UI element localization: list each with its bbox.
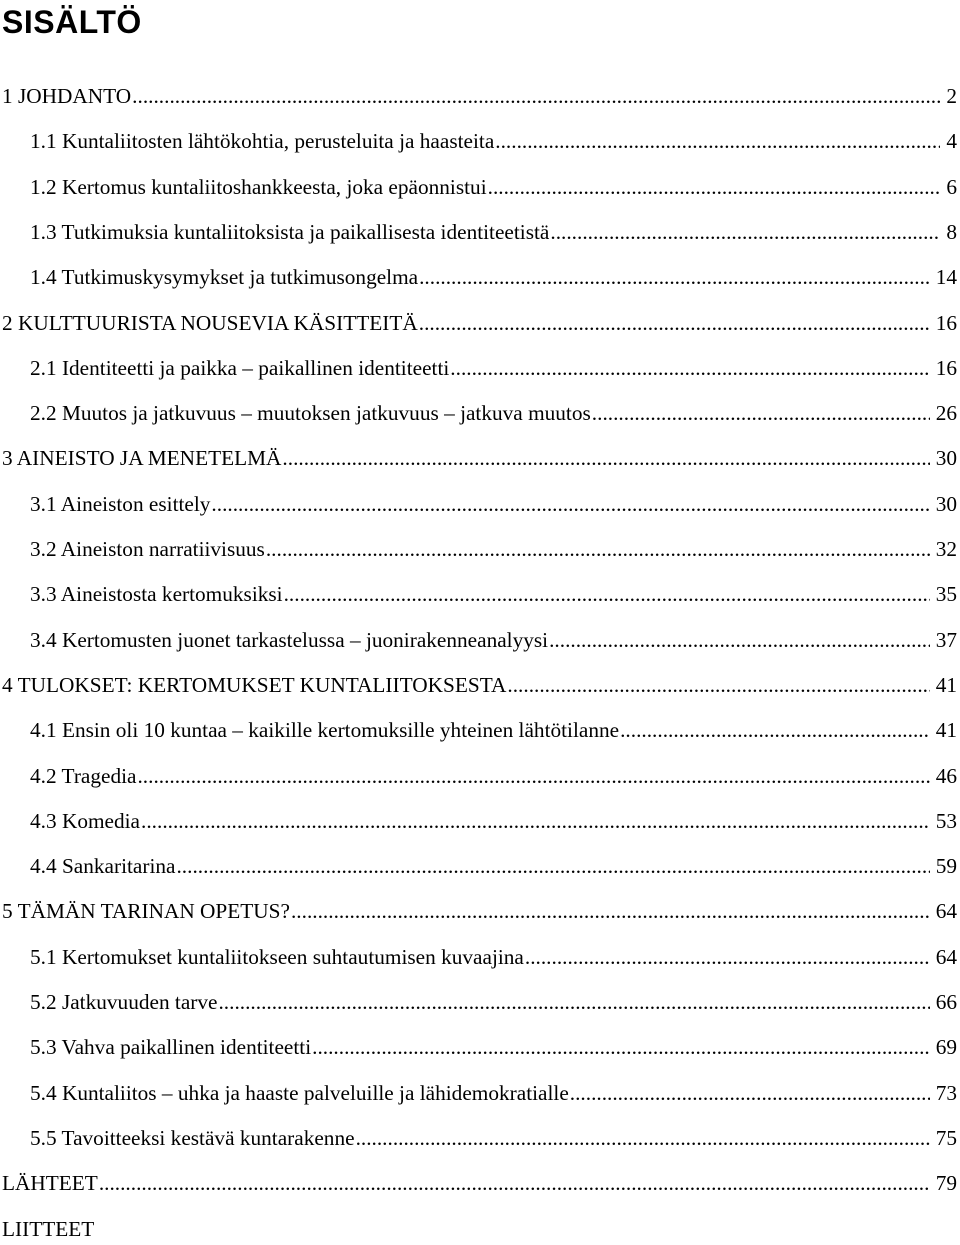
toc-entry[interactable] <box>30 125 957 157</box>
toc-entry-title: 1 JOHDANTO <box>2 84 132 108</box>
toc-dot-leader <box>569 1077 930 1109</box>
toc-entry-title: 1.3 Tutkimuksia kuntaliitoksista ja paikallisesta identiteetistä <box>30 219 550 244</box>
toc-page-number: 46 <box>935 763 957 788</box>
toc-dot-leader <box>281 442 929 474</box>
toc-entry[interactable] <box>30 1031 957 1063</box>
toc-dot-leader <box>591 397 930 429</box>
toc-entry-title: 3.4 Kertomusten juonet tarkastelussa – juonirakenneanalyysi <box>30 627 549 652</box>
toc-dot-leader <box>418 307 930 339</box>
toc-dot-leader <box>140 805 930 837</box>
toc-page-number: 16 <box>935 355 957 380</box>
toc-entry-title: 5.3 Vahva paikallinen identiteetti <box>30 1035 312 1060</box>
toc-dot-leader <box>217 986 929 1018</box>
toc-page-number: 75 <box>935 1125 957 1150</box>
toc-entry-title: 4.2 Tragedia <box>30 763 137 788</box>
toc-entry-title: 4 TULOKSET: KERTOMUKSET KUNTALIITOKSESTA <box>2 672 507 697</box>
toc-entry[interactable] <box>30 488 957 520</box>
toc-page-number: 59 <box>935 854 957 879</box>
toc-entry[interactable] <box>30 986 957 1018</box>
toc-page-number: 69 <box>935 1035 957 1060</box>
toc-entry[interactable] <box>30 760 957 792</box>
toc-entry[interactable] <box>30 533 957 565</box>
toc-dot-leader <box>355 1122 930 1154</box>
toc-entry-title: 2.1 Identiteetti ja paikka – paikallinen identiteetti <box>30 355 450 380</box>
toc-dot-leader <box>449 352 929 384</box>
toc-dot-leader <box>506 669 929 701</box>
toc-entry[interactable] <box>30 1077 957 1109</box>
toc-page-number: 4 <box>946 129 957 154</box>
toc-dot-leader <box>283 578 930 610</box>
toc-entry[interactable] <box>30 216 957 248</box>
toc-entry-title: 1.2 Kertomus kuntaliitoshankkeesta, joka epäonnistui <box>30 174 487 199</box>
toc-page-number: 35 <box>935 582 957 607</box>
toc-entry[interactable] <box>2 442 957 474</box>
toc-entry-title: 3 AINEISTO JA MENETELMÄ <box>2 446 282 471</box>
toc-entry-title: LIITTEET <box>2 1216 95 1241</box>
toc-entry[interactable] <box>30 171 957 203</box>
toc-page-number: 30 <box>935 491 957 516</box>
toc-dot-leader <box>524 941 930 973</box>
toc-entry-title: 3.3 Aineistosta kertomuksiksi <box>30 582 283 607</box>
toc-page-number: 2 <box>946 84 957 108</box>
toc-entry[interactable] <box>30 850 957 882</box>
toc-page-number: 53 <box>935 808 957 833</box>
toc-entry-title: 5.1 Kertomukset kuntaliitokseen suhtautumisen kuvaajina <box>30 944 524 969</box>
toc-entry-title: 5 TÄMÄN TARINAN OPETUS? <box>2 899 290 924</box>
toc-entry-title: 4.3 Komedia <box>30 808 141 833</box>
toc-entry[interactable] <box>30 352 957 384</box>
toc-dot-leader <box>265 533 930 565</box>
toc-entry[interactable] <box>2 1167 957 1199</box>
toc-entry-title: 1.1 Kuntaliitosten lähtökohtia, perusteluita ja haasteita <box>30 129 495 154</box>
toc-entry[interactable] <box>30 578 957 610</box>
toc-dot-leader <box>210 488 929 520</box>
toc-dot-leader <box>548 624 930 656</box>
toc-page-number: 41 <box>935 672 957 697</box>
toc-entry-title: 5.4 Kuntaliitos – uhka ja haaste palveluille ja lähidemokratialle <box>30 1080 569 1105</box>
toc-page-number: 64 <box>935 944 957 969</box>
toc-dot-leader <box>175 850 929 882</box>
toc-entry[interactable] <box>2 669 957 701</box>
toc-dot-leader <box>131 80 940 112</box>
page-title: SISÄLTÖ <box>2 4 142 40</box>
toc-entry[interactable] <box>30 624 957 656</box>
toc-entry[interactable] <box>2 1213 957 1245</box>
toc-dot-leader <box>311 1031 930 1063</box>
toc-entry-title: 1.4 Tutkimuskysymykset ja tutkimusongelma <box>30 265 419 290</box>
toc-page-number: 14 <box>935 265 957 290</box>
toc-entry[interactable] <box>2 80 957 112</box>
toc-entry[interactable] <box>30 397 957 429</box>
toc-page-number: 8 <box>946 219 957 244</box>
toc-entry-title: 5.2 Jatkuvuuden tarve <box>30 990 218 1014</box>
toc-dot-leader <box>619 714 930 746</box>
toc-entry[interactable] <box>30 714 957 746</box>
toc-dot-leader <box>98 1167 930 1199</box>
toc-entry-title: 4.1 Ensin oli 10 kuntaa – kaikille kertomuksille yhteinen lähtötilanne <box>30 718 620 743</box>
toc-dot-leader <box>136 760 929 792</box>
toc-page-number: 73 <box>935 1080 957 1105</box>
toc-entry-title: 5.5 Tavoitteeksi kestävä kuntarakenne <box>30 1125 355 1150</box>
toc-entry-title: 3.2 Aineiston narratiivisuus <box>30 537 265 561</box>
toc-page-number: 79 <box>935 1171 957 1196</box>
toc-page-number: 16 <box>935 310 957 335</box>
toc-entry-title: LÄHTEET <box>2 1171 98 1196</box>
toc-page-number: 26 <box>935 401 957 426</box>
toc-entry[interactable] <box>30 1122 957 1154</box>
toc-entry-title: 4.4 Sankaritarina <box>30 854 176 879</box>
toc-entry[interactable] <box>2 895 957 927</box>
toc-entry[interactable] <box>30 261 957 293</box>
toc-dot-leader <box>487 171 941 203</box>
toc-page-number: 30 <box>935 446 957 471</box>
toc-entry-title: 2.2 Muutos ja jatkuvuus – muutoksen jatkuvuus – jatkuva muutos <box>30 401 591 426</box>
toc-dot-leader <box>418 261 930 293</box>
toc-page-number: 41 <box>935 718 957 743</box>
toc-page-number: 6 <box>946 174 957 199</box>
toc-entry[interactable] <box>30 941 957 973</box>
toc-entry-title: 2 KULTTUURISTA NOUSEVIA KÄSITTEITÄ <box>2 310 418 335</box>
toc-page-number: 64 <box>935 899 957 924</box>
toc-page-number: 32 <box>935 537 957 561</box>
toc-dot-leader <box>549 216 940 248</box>
toc-entry[interactable] <box>2 307 957 339</box>
toc-dot-leader <box>290 895 930 927</box>
toc-entry-title: 3.1 Aineiston esittely <box>30 491 211 516</box>
toc-page-number: 66 <box>935 990 957 1014</box>
toc-page-number: 37 <box>935 627 957 652</box>
toc-entry[interactable] <box>30 805 957 837</box>
toc-dot-leader <box>494 125 940 157</box>
